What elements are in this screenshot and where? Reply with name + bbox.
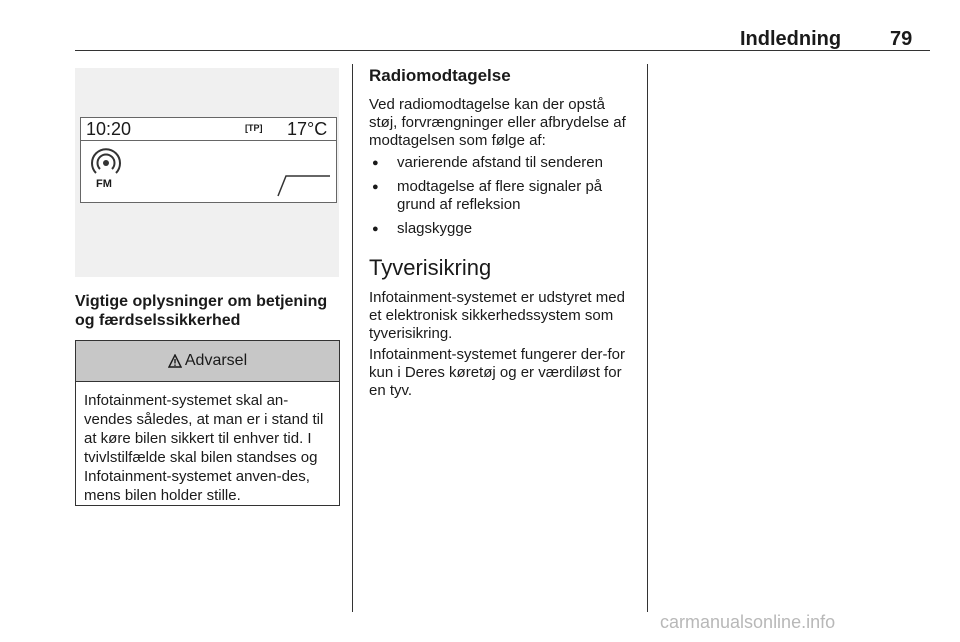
warning-triangle-icon <box>168 354 182 368</box>
column-divider-right <box>647 64 648 612</box>
tp-indicator: [TP] <box>245 123 263 133</box>
footer-watermark[interactable]: carmanualsonline.info <box>660 612 836 632</box>
radio-intro: Ved radiomodtagelse kan der opstå støj, forvrængninger eller afbrydelse af modtagelsen som følge af: <box>369 96 626 149</box>
section-title: Vigtige oplysninger om betjening og færdselssikkerhed <box>75 293 328 329</box>
list-item: ● varierende afstand til senderen <box>369 154 635 172</box>
radio-heading: Radiomodtagelse <box>369 66 511 85</box>
column-divider-left <box>352 64 353 612</box>
list-item: ● modtagelse af flere signaler på grund af refleksion <box>369 178 635 214</box>
list-item: ● slagskygge <box>369 220 635 238</box>
display-status-bar <box>81 118 336 141</box>
warning-body: Infotainment-systemet skal an-vendes således, at man er i stand til at køre bilen sikkert til enhver tid. I tvivlstilfælde skal bilen standses og Infotainment-systemet anven-des, mens bilen holder stille. <box>84 392 324 504</box>
warning-box <box>75 340 340 506</box>
page-header-title: Indledning <box>740 28 842 50</box>
theft-paragraph-2: Infotainment-systemet fungerer der-for kun i Deres køretøj og er værdiløst for en tyv. <box>369 346 625 399</box>
infotainment-display <box>80 117 337 203</box>
warning-heading: Advarsel <box>184 352 248 369</box>
theft-heading: Tyverisikring <box>369 255 492 280</box>
bullet-list <box>369 154 635 244</box>
band-label: FM <box>96 178 112 190</box>
page-number: 79 <box>890 28 913 50</box>
radio-signal-icon <box>91 148 121 178</box>
header-divider <box>75 50 930 51</box>
display-clock: 10:20 <box>86 119 132 139</box>
display-temperature: 17°C <box>287 119 328 139</box>
theft-paragraph-1: Infotainment-systemet er udstyret med et elektronisk sikkerhedssystem som tyverisikring. <box>369 289 625 342</box>
signal-line <box>276 172 332 198</box>
warning-header <box>76 341 339 382</box>
